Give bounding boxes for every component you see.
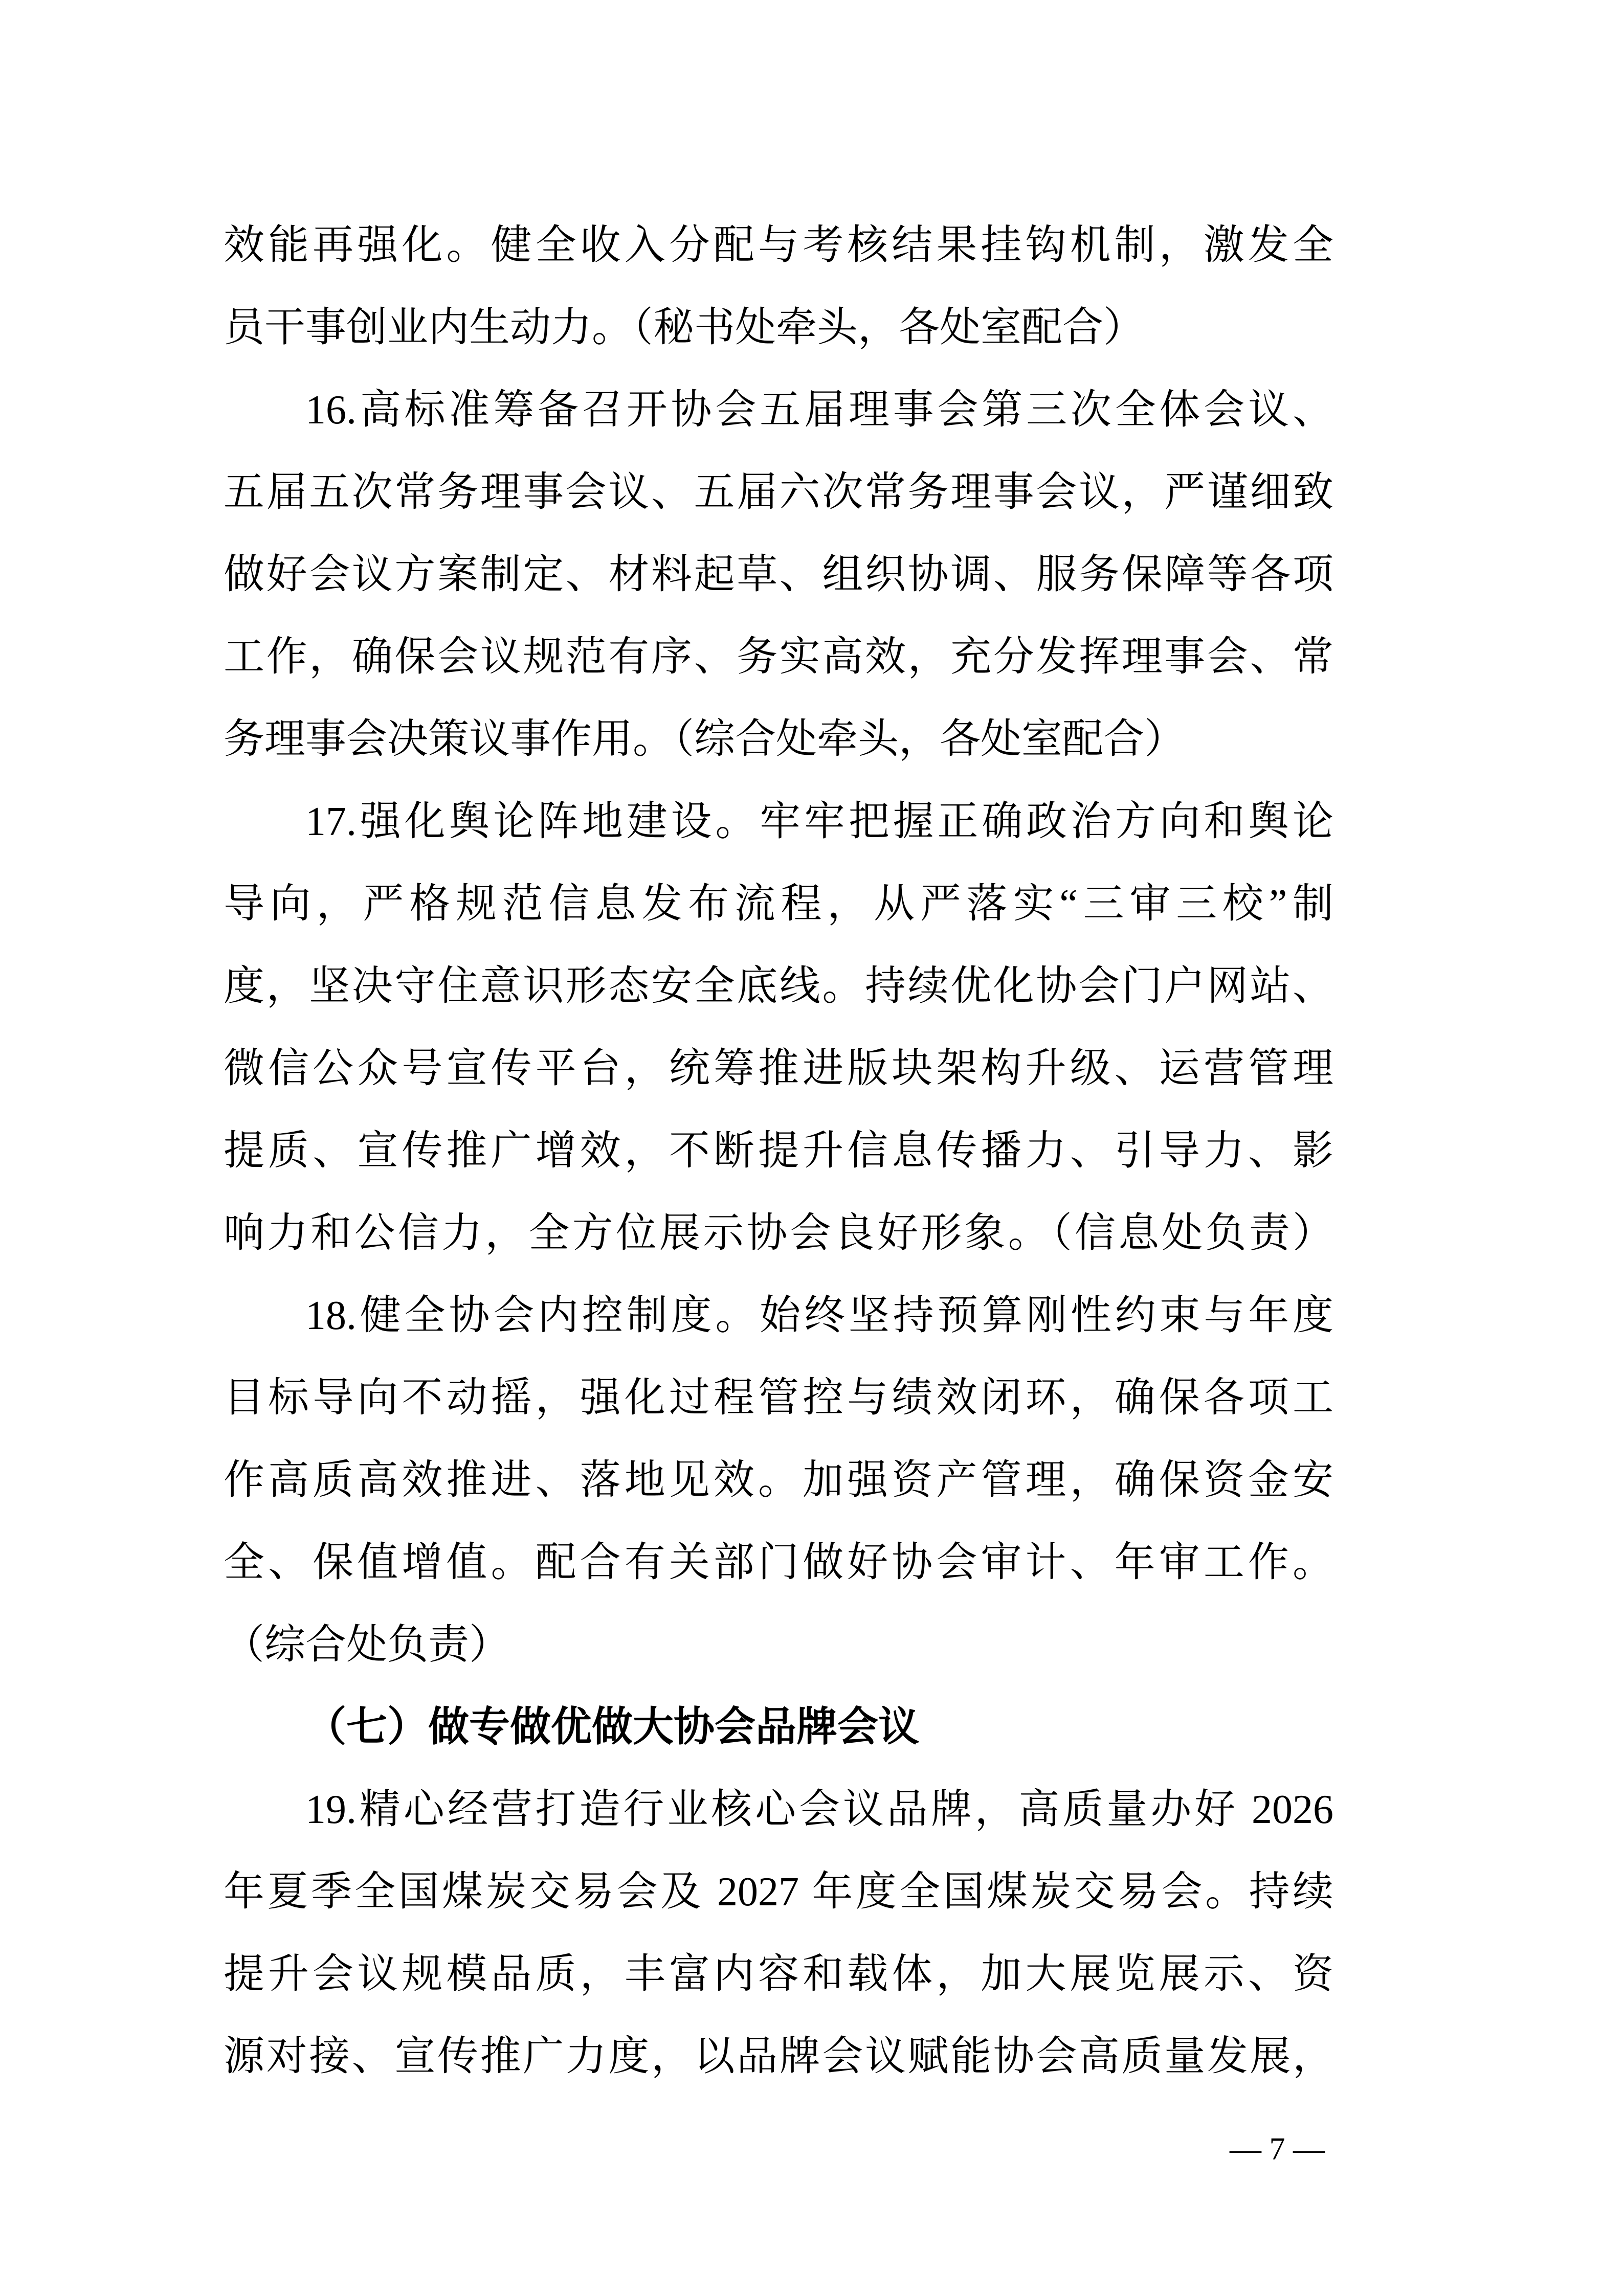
text-line: 17.强化舆论阵地建设。牢牢把握正确政治方向和舆论 [305,799,1333,844]
text-line: 18.健全协会内控制度。始终坚持预算刚性约束与年度 [305,1293,1333,1338]
text-line: 效能再强化。健全收入分配与考核结果挂钩机制，激发全 [224,223,1333,268]
text-line: 提升会议规模品质，丰富内容和载体，加大展览展示、资 [224,1952,1333,1997]
text-line: （综合处负责） [224,1623,510,1668]
page-number: — 7 — [1230,2132,1325,2167]
text-line: 作高质高效推进、落地见效。加强资产管理，确保资金安 [224,1458,1333,1503]
text-line: 年夏季全国煤炭交易会及 2027 年度全国煤炭交易会。持续 [224,1870,1333,1915]
text-line: 响力和公信力，全方位展示协会良好形象。（信息处负责） [224,1211,1333,1256]
text-line: 做好会议方案制定、材料起草、组织协调、服务保障等各项 [224,552,1333,597]
text-line: 度，坚决守住意识形态安全底线。持续优化协会门户网站、 [224,964,1333,1009]
text-line: 目标导向不动摇，强化过程管控与绩效闭环，确保各项工 [224,1376,1333,1421]
text-line: 员干事创业内生动力。（秘书处牵头，各处室配合） [224,305,1144,350]
text-line: 源对接、宣传推广力度，以品牌会议赋能协会高质量发展， [224,2034,1333,2079]
text-line: 五届五次常务理事会议、五届六次常务理事会议，严谨细致 [224,470,1333,515]
text-line: 务理事会决策议事作用。（综合处牵头，各处室配合） [224,717,1185,762]
text-line: 工作，确保会议规范有序、务实高效，充分发挥理事会、常 [224,635,1333,680]
text-line: 16.高标准筹备召开协会五届理事会第三次全体会议、 [305,388,1333,433]
text-line: 导向，严格规范信息发布流程，从严落实“三审三校”制 [224,882,1333,927]
text-line: 19.精心经营打造行业核心会议品牌，高质量办好 2026 [305,1787,1333,1832]
text-line: 全、保值增值。配合有关部门做好协会审计、年审工作。 [224,1540,1333,1585]
text-line: 微信公众号宣传平台，统筹推进版块架构升级、运营管理 [224,1046,1333,1091]
section-heading: （七）做专做优做大协会品牌会议 [305,1705,919,1750]
text-block [224,205,1333,2098]
text-line: 提质、宣传推广增效，不断提升信息传播力、引导力、影 [224,1129,1333,1174]
